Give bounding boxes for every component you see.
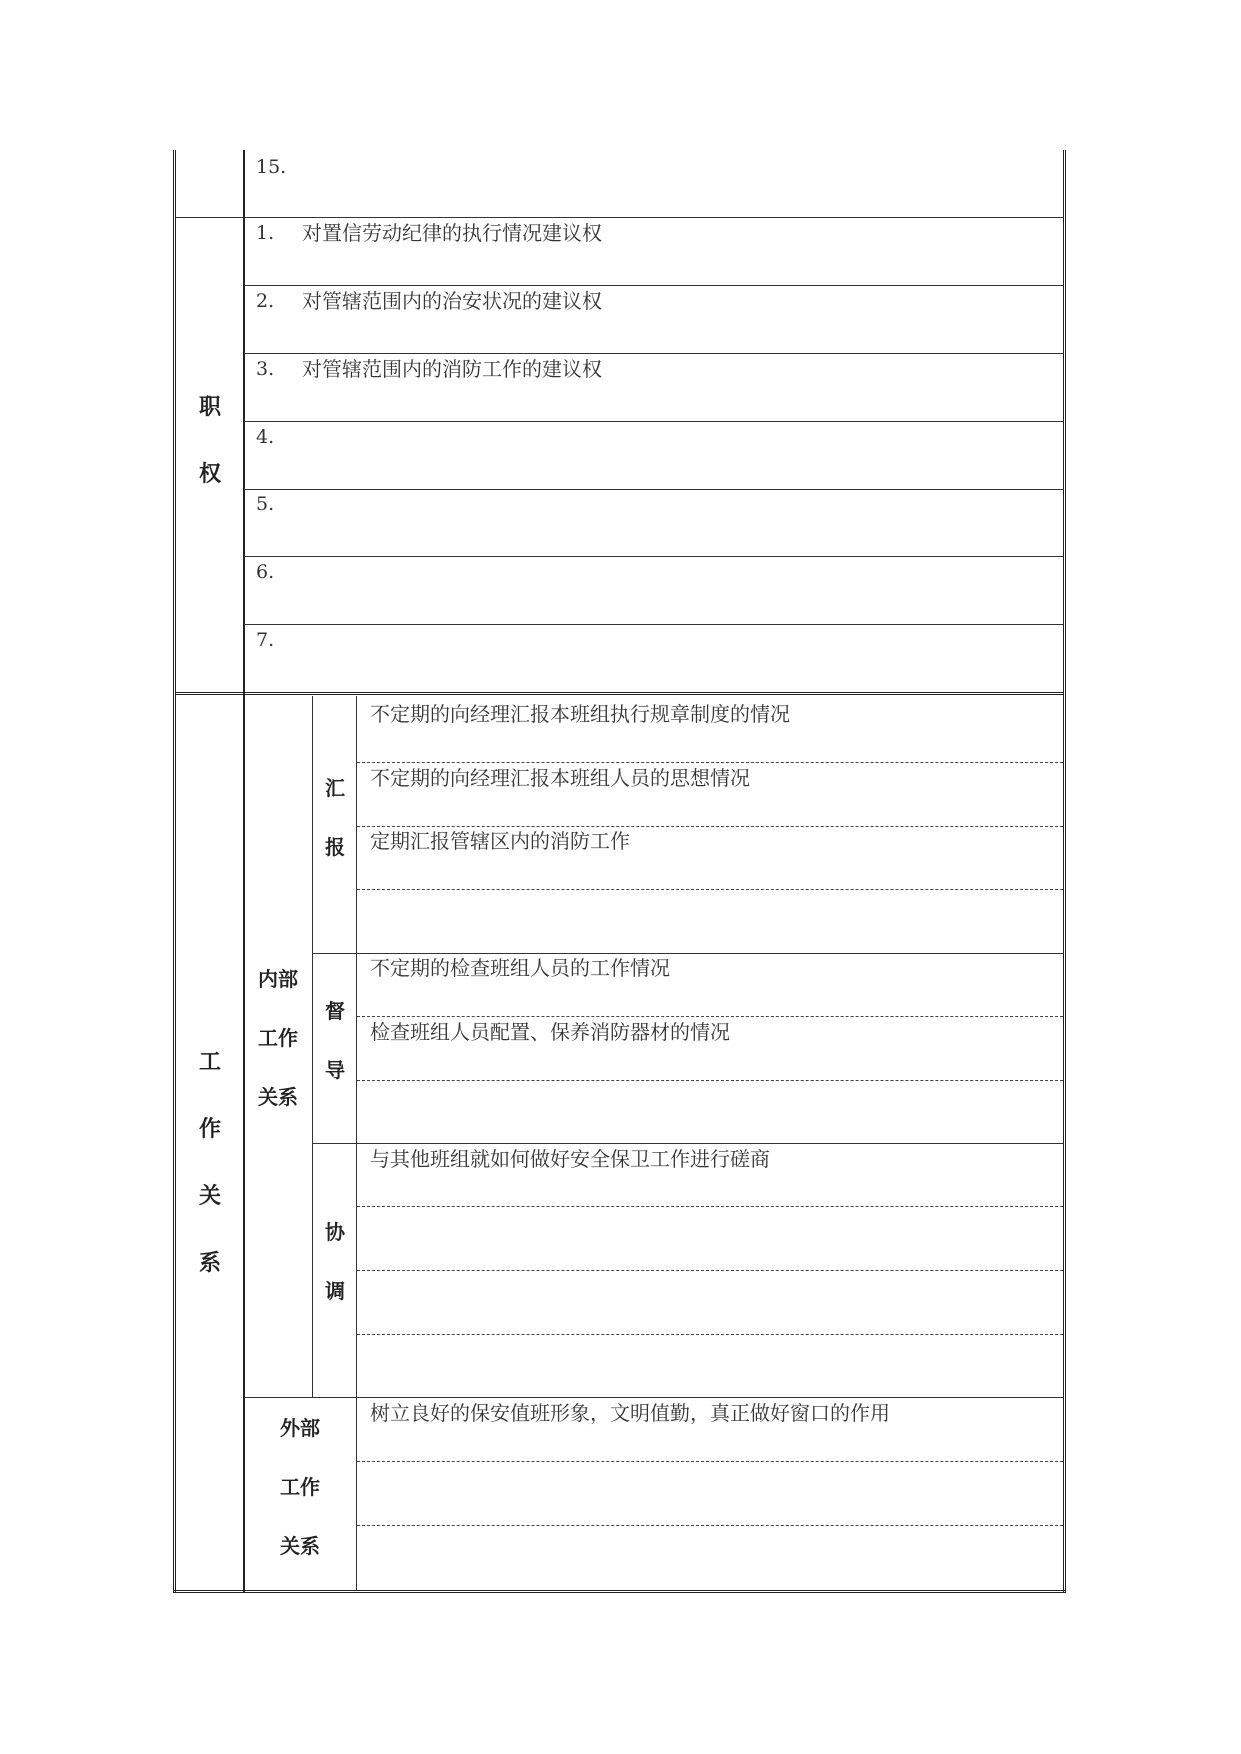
coordinate-item-1: 与其他班组就如何做好安全保卫工作进行磋商	[370, 1147, 770, 1171]
internal-label-divider	[312, 696, 313, 1397]
external-relations-label	[260, 1412, 340, 1559]
supervise-label-char-1: 督	[325, 999, 345, 1023]
internal-label-line-2: 工作	[258, 1026, 298, 1050]
authority-label-char-1: 职	[198, 395, 221, 420]
coordinate-section-bottom	[244, 1397, 1063, 1398]
coordinate-dash-3	[357, 1334, 1063, 1335]
report-label-char-1: 汇	[325, 776, 345, 800]
coordinate-label	[314, 1216, 356, 1304]
supervise-section-bottom	[313, 1143, 1063, 1144]
authority-row-6-bottom	[244, 624, 1063, 625]
report-item-2: 不定期的向经理汇报本班组人员的思想情况	[370, 766, 750, 790]
external-dash-1	[357, 1461, 1063, 1462]
authority-row-4-bottom	[244, 489, 1063, 490]
authority-section-bottom	[176, 692, 1063, 695]
frame-right	[1063, 150, 1066, 1592]
authority-item-7-number: 7.	[256, 629, 275, 651]
authority-label-char-2: 权	[198, 462, 221, 487]
internal-relations-label	[246, 963, 310, 1110]
frame-left	[173, 150, 176, 1592]
coordinate-label-char-2: 调	[325, 1279, 345, 1303]
authority-section-label	[190, 390, 230, 488]
relations-label-char-4: 系	[198, 1251, 221, 1276]
relations-label-char-3: 关	[198, 1184, 221, 1209]
report-dash-1	[357, 762, 1063, 763]
coordinate-dash-1	[357, 1206, 1063, 1207]
authority-row-3-bottom	[244, 421, 1063, 422]
authority-item-2-number: 2.	[256, 290, 275, 312]
authority-item-1-text: 对置信劳动纪律的执行情况建议权	[302, 221, 602, 245]
supervise-item-2: 检查班组人员配置、保养消防器材的情况	[370, 1020, 730, 1044]
coordinate-label-char-1: 协	[325, 1220, 345, 1244]
authority-row-2-bottom	[244, 353, 1063, 354]
authority-item-5-number: 5.	[256, 493, 275, 515]
relations-section-label	[190, 1045, 230, 1277]
row-15-bottom	[176, 217, 1063, 218]
report-item-1: 不定期的向经理汇报本班组执行规章制度的情况	[370, 702, 790, 726]
authority-item-3-text: 对管辖范围内的消防工作的建议权	[302, 357, 602, 381]
external-label-line-2: 工作	[280, 1475, 320, 1499]
supervise-label-char-2: 导	[325, 1058, 345, 1082]
internal-label-line-1: 内部	[258, 967, 298, 991]
coordinate-dash-2	[357, 1270, 1063, 1271]
internal-label-line-3: 关系	[258, 1085, 298, 1109]
report-dash-3	[357, 889, 1063, 890]
external-dash-2	[357, 1525, 1063, 1526]
authority-item-1-number: 1.	[256, 222, 275, 244]
frame-bottom	[173, 1590, 1066, 1593]
col-divider-main	[243, 150, 245, 1592]
authority-item-3-number: 3.	[256, 358, 275, 380]
supervise-label	[314, 995, 356, 1083]
supervise-dash-1	[357, 1016, 1063, 1017]
authority-item-2-text: 对管辖范围内的治安状况的建议权	[302, 289, 602, 313]
report-label-char-2: 报	[325, 835, 345, 859]
authority-row-1-bottom	[244, 285, 1063, 286]
external-label-line-1: 外部	[280, 1416, 320, 1440]
supervise-item-1: 不定期的检查班组人员的工作情况	[370, 956, 670, 980]
authority-item-4-number: 4.	[256, 426, 275, 448]
supervise-dash-2	[357, 1080, 1063, 1081]
authority-item-6-number: 6.	[256, 561, 275, 583]
report-section-bottom	[313, 953, 1063, 954]
relations-label-char-2: 作	[198, 1117, 221, 1142]
external-label-line-3: 关系	[280, 1534, 320, 1558]
external-item-1: 树立良好的保安值班形象，文明值勤，真正做好窗口的作用	[370, 1401, 890, 1425]
authority-row-5-bottom	[244, 556, 1063, 557]
report-dash-2	[357, 826, 1063, 827]
report-label	[314, 772, 356, 860]
relations-label-char-1: 工	[198, 1050, 221, 1075]
report-item-3: 定期汇报管辖区内的消防工作	[370, 829, 630, 853]
item-15-number: 15.	[256, 156, 287, 178]
